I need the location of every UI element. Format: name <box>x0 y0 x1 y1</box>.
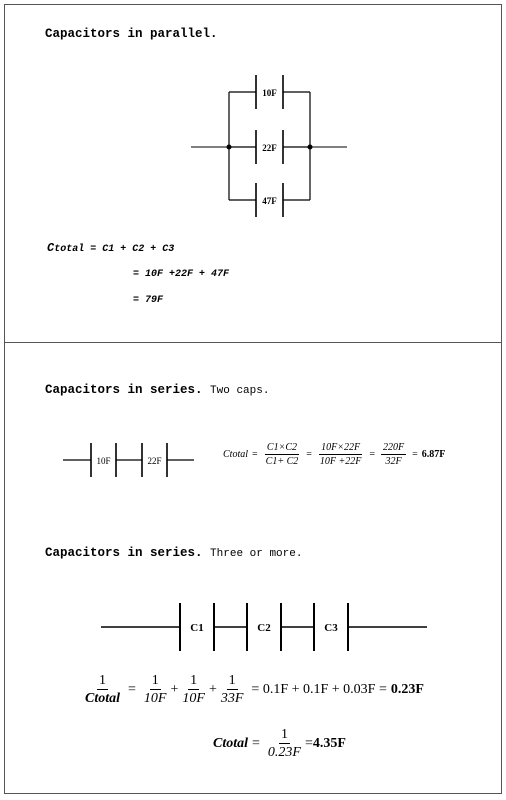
parallel-eq-line2: = 10F +22F + 47F <box>133 269 230 280</box>
two-eq-frac1 <box>264 442 301 467</box>
two-eq-frac3 <box>381 442 406 467</box>
three-eq-plus-2: + <box>208 681 217 697</box>
series-three-equation <box>81 673 424 707</box>
cap2-label: 22F <box>262 143 277 153</box>
series-final-equation <box>213 727 346 761</box>
series-panel <box>4 342 502 794</box>
final-eq-result: 4.35F <box>312 735 346 751</box>
two-eq-frac1-num: C1×C2 <box>266 442 297 453</box>
two-cap1-label: 10F <box>96 456 111 466</box>
parallel-eq-c: C <box>47 241 55 255</box>
three-eq-lhs-den: Ctotal <box>85 691 121 707</box>
two-eq-equals-4: = <box>412 449 418 460</box>
two-cap2-label: 22F <box>147 456 162 466</box>
final-eq-frac <box>266 727 303 761</box>
three-cap1-label: C1 <box>190 622 204 634</box>
parallel-panel <box>4 4 502 343</box>
final-eq-num: 1 <box>279 727 290 744</box>
cap1-label: 10F <box>262 88 277 98</box>
cap3-label: 47F <box>262 196 277 206</box>
three-eq-result: 0.23F <box>390 681 424 697</box>
final-eq-den: 0.23F <box>267 745 301 761</box>
two-eq-frac2-den: 10F +22F <box>319 456 362 467</box>
two-eq-frac1-den: C1+ C2 <box>265 456 299 467</box>
two-eq-lhs: Ctotal <box>223 449 249 460</box>
three-eq-term3-num: 1 <box>227 673 238 690</box>
series-three-heading-sub: Three or more. <box>210 548 303 560</box>
three-eq-term1-num: 1 <box>150 673 161 690</box>
three-eq-term2 <box>180 673 207 707</box>
parallel-eq-line3: = 79F <box>133 295 164 306</box>
parallel-eq-line1 <box>47 241 174 255</box>
two-eq-result: 6.87F <box>421 449 446 460</box>
parallel-eq-total: total <box>54 244 85 255</box>
two-eq-frac3-num: 220F <box>383 442 405 453</box>
three-cap3-label: C3 <box>324 622 338 634</box>
series-two-heading-main: Capacitors in series. <box>45 383 203 397</box>
two-eq-equals-2: = <box>306 449 312 460</box>
three-eq-sum: = 0.1F + 0.1F + 0.03F = <box>251 681 387 697</box>
three-eq-lhs-num: 1 <box>97 673 108 690</box>
three-eq-term2-den: 10F <box>182 691 205 707</box>
final-eq-equals-2: = <box>304 735 313 751</box>
two-eq-equals-3: = <box>369 449 375 460</box>
three-eq-plus-1: + <box>170 681 179 697</box>
three-eq-lhs <box>83 673 122 707</box>
two-eq-equals-1: = <box>252 449 258 460</box>
three-eq-term1-den: 10F <box>143 691 167 707</box>
final-eq-equals-1: = <box>252 735 260 751</box>
parallel-eq-rhs: = C1 + C2 + C3 <box>84 244 175 255</box>
three-cap2-label: C2 <box>257 622 271 634</box>
two-eq-frac3-den: 32F <box>385 456 402 467</box>
three-eq-equals: = <box>128 681 136 697</box>
final-eq-lhs: Ctotal <box>213 735 249 751</box>
three-eq-term1 <box>142 673 169 707</box>
two-eq-frac2-num: 10F×22F <box>321 442 361 453</box>
series-two-equation <box>223 442 445 467</box>
three-eq-term3-den: 33F <box>220 691 244 707</box>
parallel-circuit-diagram <box>5 5 503 344</box>
three-eq-term2-num: 1 <box>188 673 199 690</box>
series-two-heading-sub: Two caps. <box>210 385 270 397</box>
series-three-heading-main: Capacitors in series. <box>45 546 203 560</box>
parallel-heading: Capacitors in parallel. <box>45 27 218 41</box>
two-eq-frac2 <box>318 442 363 467</box>
series-three-heading <box>45 546 302 560</box>
three-eq-term3 <box>219 673 246 707</box>
